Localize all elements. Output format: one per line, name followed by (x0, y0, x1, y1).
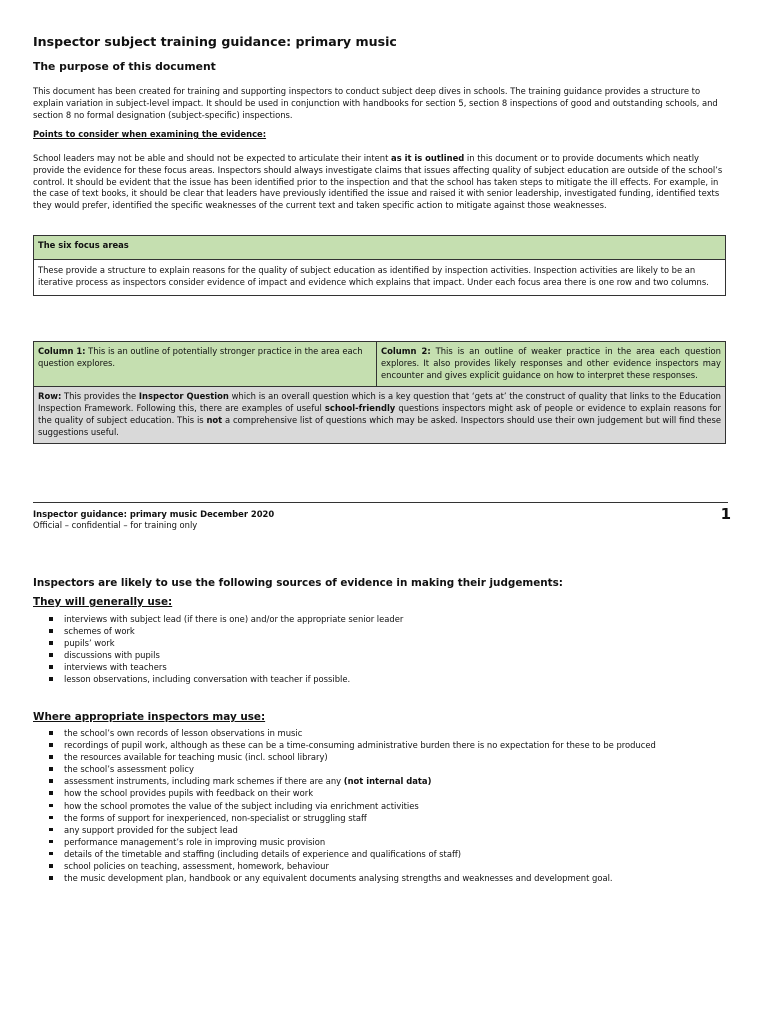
list-item: interviews with teachers (33, 661, 403, 673)
column-1-label: Column 1: (38, 346, 86, 356)
list-item: the resources available for teaching music (incl. school library) (33, 751, 656, 763)
row-bold-school-friendly: school-friendly (324, 403, 396, 414)
list-item: school policies on teaching, assessment, homework, behaviour (33, 860, 656, 872)
points-heading: Points to consider when examining the evidence: (33, 129, 267, 139)
list-item: discussions with pupils (33, 649, 403, 661)
row-bold-inspector-question: Inspector Question (138, 391, 229, 402)
document-title: Inspector subject training guidance: primary music (33, 34, 397, 49)
page-number: 1 (720, 505, 731, 523)
list-item: the forms of support for inexperienced, non-specialist or struggling staff (33, 812, 656, 824)
general-use-heading: They will generally use: (33, 596, 173, 608)
list-item: pupils’ work (33, 637, 403, 649)
list-item: schemes of work (33, 625, 403, 637)
row-text-d: a comprehensive list of questions which may be asked. Inspectors should use their own judgement but will find these suggestions useful. (38, 414, 721, 437)
list-item: performance management’s role in improving music provision (33, 836, 656, 848)
purpose-heading: The purpose of this document (33, 60, 216, 73)
row-text-b: which is an overall question which is a key question that ‘gets at’ the construct of quality that links to the Education Inspection Framework. Following this, there are examples of useful (38, 391, 721, 414)
points-paragraph (33, 153, 728, 212)
focus-areas-box (33, 235, 726, 296)
where-appropriate-heading: Where appropriate inspectors may use: (33, 711, 266, 723)
not-internal-data-note: (not internal data) (343, 776, 432, 787)
list-item: lesson observations, including conversation with teacher if possible. (33, 673, 403, 685)
focus-areas-body: These provide a structure to explain reasons for the quality of subject education as identified by inspection activities. Inspection activities are likely to be an iterative process as inspectors consider evidence of impact and evidence which explains that impact. Under each focus area there is one row and two columns. (38, 265, 709, 287)
column-2-text: This is an outline of weaker practice in the area each question explores. It also provides likely responses and other evidence inspectors may encounter and gives explicit guidance on how to interpret these responses. (381, 346, 721, 380)
list-item: how the school promotes the value of the subject including via enrichment activities (33, 800, 656, 812)
list-item: interviews with subject lead (if there is one) and/or the appropriate senior leader (33, 613, 403, 625)
focus-areas-heading: The six focus areas (34, 236, 725, 260)
columns-explanation-box (33, 341, 726, 444)
columns-row (34, 342, 725, 387)
points-text-b: in this document or to provide documents which neatly provide the evidence for these focus areas. Inspectors should always investigate claims that issues affecting quality of subject education are outside of the school’s control. It should be evident that the issue has been identified prior to the inspection and that the school has taken steps to mitigate the ill effects. For example, in the case of text books, it should be clear that leaders have previously identified the issue and raised it with senior leadership, investigated funding, identified texts they would prefer, identified the specific weaknesses of the current text and taken specific action to mitigate against those weaknesses. (33, 153, 723, 211)
list-item (33, 775, 656, 787)
footer-title: Inspector guidance: primary music December 2020 (33, 509, 275, 519)
general-use-list (33, 613, 403, 686)
list-item: any support provided for the subject lead (33, 824, 656, 836)
footer-divider (33, 502, 728, 503)
list-item: details of the timetable and staffing (including details of experience and qualifications of staff) (33, 848, 656, 860)
purpose-paragraph: This document has been created for training and supporting inspectors to conduct subject deep dives in schools. The training guidance provides a structure to explain variation in subject-level impact. It should be used in conjunction with handbooks for section 5, section 8 inspections of good and outstanding schools, and section 8 no formal designation (subject-specific) inspections. (33, 86, 718, 120)
column-2-cell (377, 342, 725, 386)
list-item: the school’s assessment policy (33, 763, 656, 775)
list-item-text: assessment instruments, including mark schemes if there are any (64, 776, 344, 787)
column-1-cell (34, 342, 377, 386)
row-text-a: This provides the (61, 391, 139, 402)
where-appropriate-list (33, 727, 656, 884)
points-text-a: School leaders may not be able and should not be expected to articulate their intent (33, 153, 392, 163)
row-explanation-cell (34, 387, 725, 442)
row-bold-not: not (206, 414, 223, 425)
list-item: the music development plan, handbook or any equivalent documents analysing strengths and weaknesses and development goal. (33, 872, 656, 884)
list-item: recordings of pupil work, although as these can be a time-consuming administrative burden there is no expectation for these to be produced (33, 739, 656, 751)
list-item: how the school provides pupils with feedback on their work (33, 787, 656, 799)
column-1-text: This is an outline of potentially stronger practice in the area each question explores. (38, 346, 363, 368)
sources-heading: Inspectors are likely to use the following sources of evidence in making their judgements: (33, 577, 563, 589)
row-text-c: questions inspectors might ask of people or evidence to explain reasons for the quality of subject education. This is (38, 403, 721, 425)
column-2-label: Column 2: (381, 346, 431, 356)
row-label: Row: (38, 391, 62, 402)
footer-subtitle: Official – confidential – for training only (33, 520, 198, 530)
list-item: the school’s own records of lesson observations in music (33, 727, 656, 739)
points-text-bold: as it is outlined (391, 153, 465, 163)
